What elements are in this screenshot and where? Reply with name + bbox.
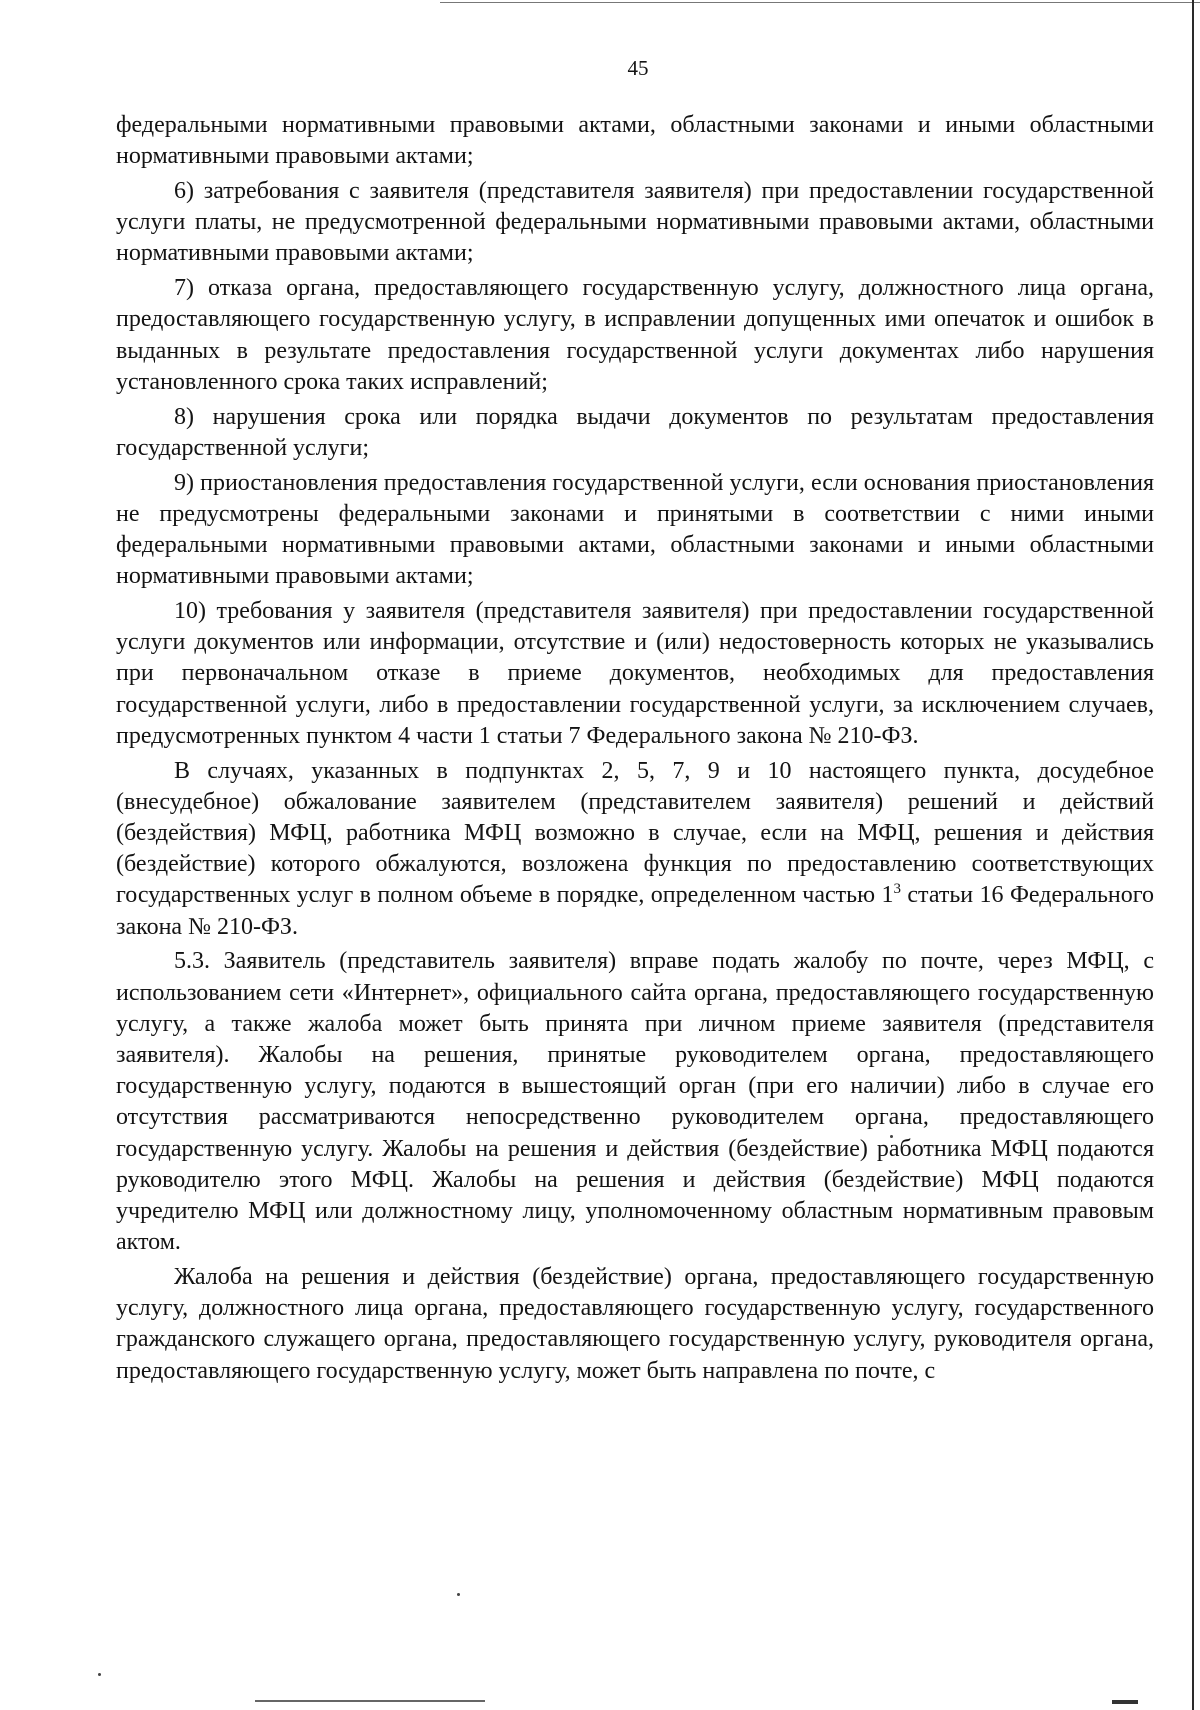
scan-speck [98,1673,101,1676]
paragraph-complaint-submission: Жалоба на решения и действия (бездействие) органа, предоставляющего государственную услугу, должностного лица органа, предоставляющего государственную услугу, государственного гражданского служащего органа, предоставляющего государственную услугу, руководителя органа, предоставляющего государственную услугу, может быть направлена по почте, с [116,1264,1154,1384]
page-number: 45 [627,56,649,80]
paragraph-continuation: федеральными нормативными правовыми актами, областными законами и иными областными нормативными правовыми актами; [116,112,1154,170]
scan-edge-right [1192,0,1194,1710]
paragraph-item-8: 8) нарушения срока или порядка выдачи документов по результатам предоставления государственной услуги; [116,403,1154,461]
scan-edge-bottom-left [255,1700,485,1702]
scan-edge-top [440,2,1200,3]
document-body [116,110,1154,1390]
paragraph-mfc-cases-text: В случаях, указанных в подпунктах 2, 5, 7, 9 и 10 настоящего пункта, досудебное (внесудебное) обжалование заявителем (представителем заявителя) решений и действий (бездействия) МФЦ, работника МФЦ возможно в случае, если на МФЦ, решения и действия (бездействие) которого обжалуются, возложена функция по предоставлению соответствующих государственных услуг в полном объеме в порядке, определенном частью 1 [116,757,1154,909]
paragraph-item-7: 7) отказа органа, предоставляющего государственную услугу, должностного лица органа, предоставляющего государственную услугу, в исправлении допущенных ими опечаток и ошибок в выданных в результате предоставления государственной услуги документах либо нарушения установленного срока таких исправлений; [116,275,1154,395]
superscript-part-number: 3 [893,881,901,898]
paragraph-mfc-cases [116,756,1154,943]
scan-speck [457,1593,460,1596]
paragraph-mfc-cases-tail: статьи 16 Федерального закона № 210-ФЗ. [116,882,1154,940]
paragraph-section-5-3: 5.3. Заявитель (представитель заявителя) вправе подать жалобу по почте, через МФЦ, с использованием сети «Интернет», официального сайта органа, предоставляющего государственную услугу, а также жалоба может быть принята при личном приеме заявителя (представителя заявителя). Жалобы на решения, принятые руководителем органа, предоставляющего государственную услугу, подаются в вышестоящий орган (при его наличии) либо в случае его отсутствия рассматриваются непосредственно руководителем органа, предоставляющего государственную услугу. Жалобы на решения и действия (бездействие) работника МФЦ подаются руководителю этого МФЦ. Жалобы на решения и действия (бездействие) МФЦ подаются учредителю МФЦ или должностному лицу, уполномоченному областным нормативным правовым актом. [116,948,1154,1256]
paragraph-item-6: 6) затребования с заявителя (представителя заявителя) при предоставлении государственной услуги платы, не предусмотренной федеральными нормативными правовыми актами, областными нормативными правовыми актами; [116,178,1154,267]
scan-edge-bottom-right [1112,1700,1138,1704]
paragraph-item-9: 9) приостановления предоставления государственной услуги, если основания приостановления не предусмотрены федеральными законами и принятыми в соответствии с ними иными федеральными нормативными правовыми актами, областными законами и иными областными нормативными правовыми актами; [116,469,1154,590]
paragraph-item-10: 10) требования у заявителя (представителя заявителя) при предоставлении государственной услуги документов или информации, отсутствие и (или) недостоверность которых не указывались при первоначальном отказе в приеме документов, необходимых для предоставления государственной услуги, либо в предоставлении государственной услуги, за исключением случаев, предусмотренных пунктом 4 части 1 статьи 7 Федерального закона № 210-ФЗ. [116,598,1154,749]
